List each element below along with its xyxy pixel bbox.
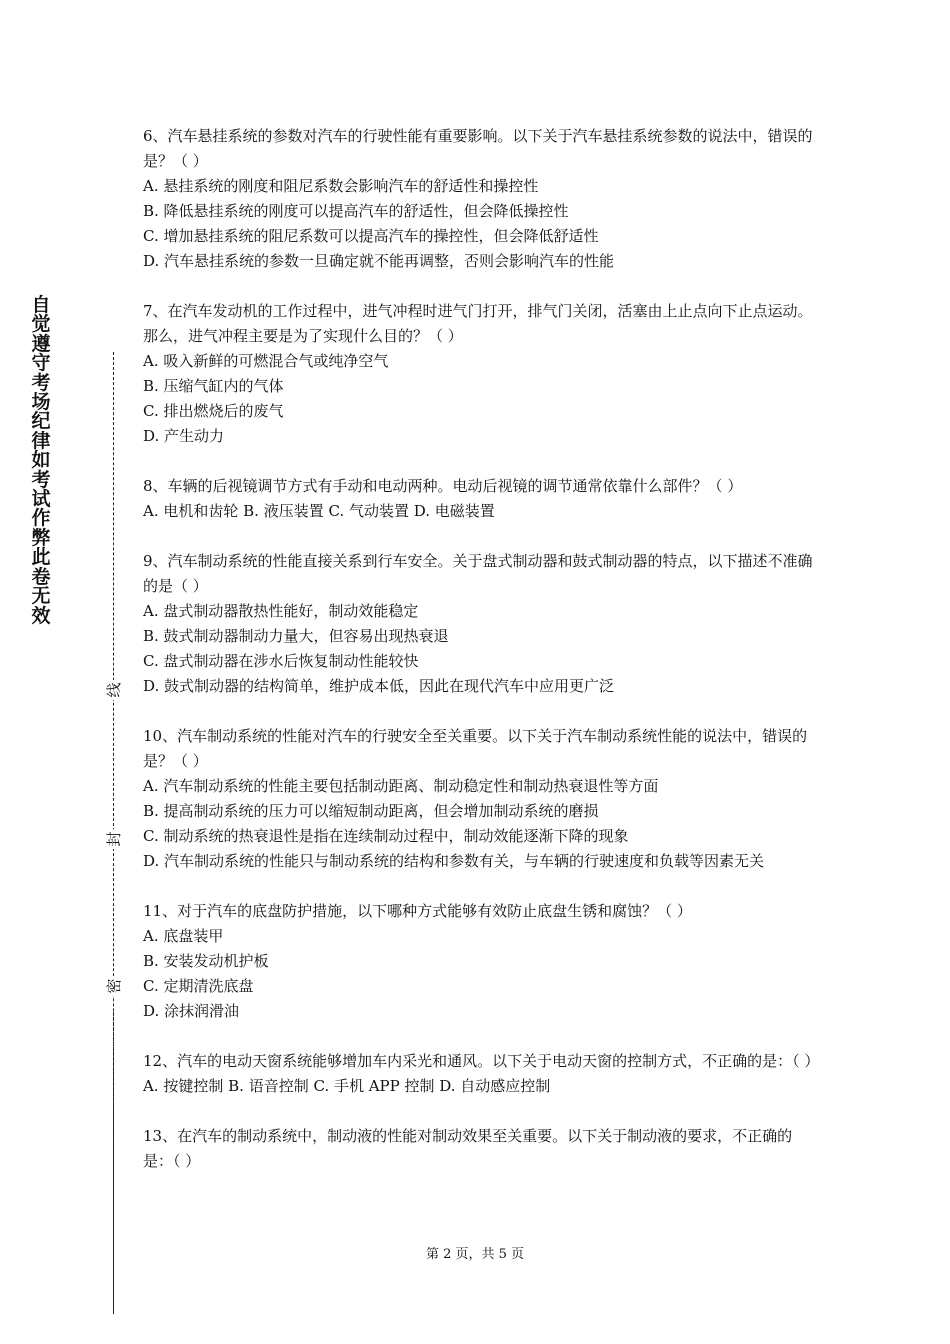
question-7 — [143, 299, 815, 449]
option-line: B. 压缩气缸内的气体 — [143, 377, 284, 395]
option-line: A. 吸入新鲜的可燃混合气或纯净空气 — [143, 352, 389, 370]
option-line: A. 按键控制 B. 语音控制 C. 手机 APP 控制 D. 自动感应控制 — [143, 1077, 551, 1095]
binding-label-mi: 密 — [103, 976, 125, 996]
option-line: C. 定期清洗底盘 — [143, 977, 254, 995]
question-8 — [143, 474, 815, 524]
binding-dashed-line-lower — [113, 1012, 114, 1314]
option-line: A. 悬挂系统的刚度和阻尼系数会影响汽车的舒适性和操控性 — [143, 177, 539, 195]
question-list — [143, 124, 820, 1199]
option-line: C. 盘式制动器在涉水后恢复制动性能较快 — [143, 652, 419, 670]
option-line: D. 涂抹润滑油 — [143, 1002, 240, 1020]
binding-label-xian: 线 — [103, 680, 125, 700]
option-line: C. 增加悬挂系统的阻尼系数可以提高汽车的操控性，但会降低舒适性 — [143, 227, 599, 245]
option-line: C. 制动系统的热衰退性是指在连续制动过程中，制动效能逐渐下降的现象 — [143, 827, 629, 845]
exam-discipline-note: 自觉遵守考场纪律如考试作弊此卷无效 — [31, 294, 51, 627]
option-line: A. 汽车制动系统的性能主要包括制动距离、制动稳定性和制动热衰退性等方面 — [143, 777, 659, 795]
option-line: B. 鼓式制动器制动力量大，但容易出现热衰退 — [143, 627, 449, 645]
question-text: 12、汽车的电动天窗系统能够增加车内采光和通风。以下关于电动天窗的控制方式，不正确的是：（ ） — [143, 1052, 820, 1070]
question-11 — [143, 899, 815, 1024]
option-line: D. 产生动力 — [143, 427, 225, 445]
question-text: 6、汽车悬挂系统的参数对汽车的行驶性能有重要影响。以下关于汽车悬挂系统参数的说法中，错误的是？（ ） — [143, 127, 813, 170]
question-text: 9、汽车制动系统的性能直接关系到行车安全。关于盘式制动器和鼓式制动器的特点，以下描述不准确的是（ ） — [143, 552, 813, 595]
question-text: 8、车辆的后视镜调节方式有手动和电动两种。电动后视镜的调节通常依靠什么部件？（ ） — [143, 477, 743, 495]
question-text: 7、在汽车发动机的工作过程中，进气冲程时进气门打开，排气门关闭，活塞由上止点向下止点运动。那么，进气冲程主要是为了实现什么目的？（ ） — [143, 302, 813, 345]
question-13 — [143, 1124, 815, 1174]
question-10 — [143, 724, 815, 874]
option-line: D. 鼓式制动器的结构简单，维护成本低，因此在现代汽车中应用更广泛 — [143, 677, 615, 695]
option-line: B. 安装发动机护板 — [143, 952, 269, 970]
question-9 — [143, 549, 815, 699]
option-line: B. 提高制动系统的压力可以缩短制动距离，但会增加制动系统的磨损 — [143, 802, 599, 820]
question-text: 13、在汽车的制动系统中，制动液的性能对制动效果至关重要。以下关于制动液的要求，不正确的是：（ ） — [143, 1127, 793, 1170]
option-line-wrapped: D. 汽车制动系统的性能只与制动系统的结构和参数有关，与车辆的行驶速度和负载等因素无关 — [143, 852, 765, 870]
question-text: 10、汽车制动系统的性能对汽车的行驶安全至关重要。以下关于汽车制动系统性能的说法中，错误的是？（ ） — [143, 727, 808, 770]
option-line: B. 降低悬挂系统的刚度可以提高汽车的舒适性，但会降低操控性 — [143, 202, 569, 220]
question-6 — [143, 124, 815, 274]
option-line: D. 汽车悬挂系统的参数一旦确定就不能再调整，否则会影响汽车的性能 — [143, 252, 615, 270]
option-line: A. 电机和齿轮 B. 液压装置 C. 气动装置 D. 电磁装置 — [143, 502, 495, 520]
option-line: A. 盘式制动器散热性能好，制动效能稳定 — [143, 602, 419, 620]
binding-label-feng: 封 — [103, 829, 125, 849]
page-number: 第 2 页，共 5 页 — [425, 1247, 525, 1262]
option-line: C. 排出燃烧后的废气 — [143, 402, 284, 420]
question-12 — [143, 1049, 820, 1099]
option-line: A. 底盘装甲 — [143, 927, 224, 945]
question-text: 11、对于汽车的底盘防护措施，以下哪种方式能够有效防止底盘生锈和腐蚀？（ ） — [143, 902, 692, 920]
